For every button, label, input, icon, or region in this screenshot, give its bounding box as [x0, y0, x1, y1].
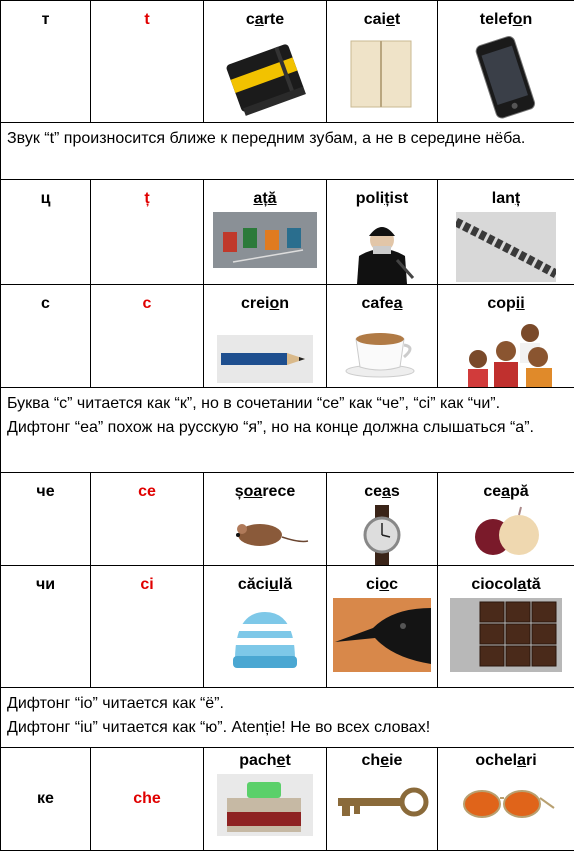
pronunciation-note: Звук “t” произносится ближе к передним зубам, а не в середине нёба. [1, 123, 574, 180]
word-cell [204, 473, 327, 566]
word-cell [438, 748, 574, 851]
note-line: Дифтонг “ea” похож на русскую “я”, но на конце должна слышаться “а”. [7, 416, 568, 440]
word-cell [438, 473, 574, 566]
romanian-letter: t [91, 1, 204, 123]
romanian-letter: ce [91, 473, 204, 566]
russian-letter: чи [1, 566, 91, 688]
table-row [1, 123, 574, 180]
table-row [1, 1, 574, 123]
mouse-image [220, 513, 310, 557]
word-cell [204, 1, 327, 123]
table-row [1, 388, 574, 473]
romanian-letter: che [91, 748, 204, 851]
word-cell [204, 180, 327, 285]
word-label: copii [438, 295, 574, 315]
word-cell [438, 566, 574, 688]
table-row [1, 285, 574, 388]
crow-beak-image [333, 598, 431, 672]
romanian-letter: ci [91, 566, 204, 688]
pencil-image [217, 335, 313, 383]
word-label: carte [204, 11, 326, 31]
word-label: ciocolată [438, 576, 574, 596]
word-cell [204, 566, 327, 688]
sunglasses-image [456, 780, 556, 824]
word-label: șoarece [204, 483, 326, 503]
key-image [332, 782, 432, 822]
word-cell [327, 748, 438, 851]
word-cell [204, 285, 327, 388]
word-label: cafea [327, 295, 437, 315]
word-label: pachet [204, 752, 326, 772]
table-row [1, 473, 574, 566]
coffee-cup-image [342, 325, 422, 379]
word-label: creion [204, 295, 326, 315]
word-cell [327, 1, 438, 123]
word-cell [327, 285, 438, 388]
word-cell [438, 1, 574, 123]
word-label: căciulă [204, 576, 326, 596]
pronunciation-note [1, 688, 574, 748]
note-line: Буква “c” читается как “к”, но в сочетании “ce” как “че”, “ci” как “чи”. [7, 392, 568, 416]
notebook-open-image [347, 33, 417, 111]
word-label: ochelari [438, 752, 574, 772]
children-image [456, 317, 556, 387]
word-cell [327, 473, 438, 566]
table-row [1, 180, 574, 285]
watch-image [357, 505, 407, 565]
word-cell [327, 180, 438, 285]
note-line: Дифтонг “io” читается как “ё”. [7, 692, 568, 716]
cigarette-pack-image [217, 774, 313, 836]
pronunciation-note [1, 388, 574, 473]
table-row [1, 688, 574, 748]
word-label: polițist [327, 190, 437, 210]
russian-letter: т [1, 1, 91, 123]
word-label: telefon [438, 11, 574, 31]
phone-image [471, 33, 541, 119]
word-label: lanț [438, 190, 574, 210]
policeman-image [347, 212, 417, 284]
word-label: caiet [327, 11, 437, 31]
russian-letter: че [1, 473, 91, 566]
russian-letter: ц [1, 180, 91, 285]
knit-hat-image [227, 604, 303, 674]
thread-spools-image [213, 212, 317, 268]
word-label: cheie [327, 752, 437, 772]
romanian-letter: ț [91, 180, 204, 285]
note-line: Дифтонг “iu” читается как “ю”. Atenție! Не во всех словах! [7, 716, 568, 740]
table-row [1, 566, 574, 688]
chain-image [456, 212, 556, 282]
notebook-image [220, 33, 310, 117]
word-cell [327, 566, 438, 688]
word-cell [438, 285, 574, 388]
table-row [1, 748, 574, 851]
chocolate-image [450, 598, 562, 672]
onion-image [469, 505, 543, 559]
word-cell [204, 748, 327, 851]
word-label: cioc [327, 576, 437, 596]
word-cell [438, 180, 574, 285]
romanian-letter: c [91, 285, 204, 388]
word-label: ceapă [438, 483, 574, 503]
russian-letter: с [1, 285, 91, 388]
word-label: ață [204, 190, 326, 210]
word-label: ceas [327, 483, 437, 503]
russian-letter: ке [1, 748, 91, 851]
